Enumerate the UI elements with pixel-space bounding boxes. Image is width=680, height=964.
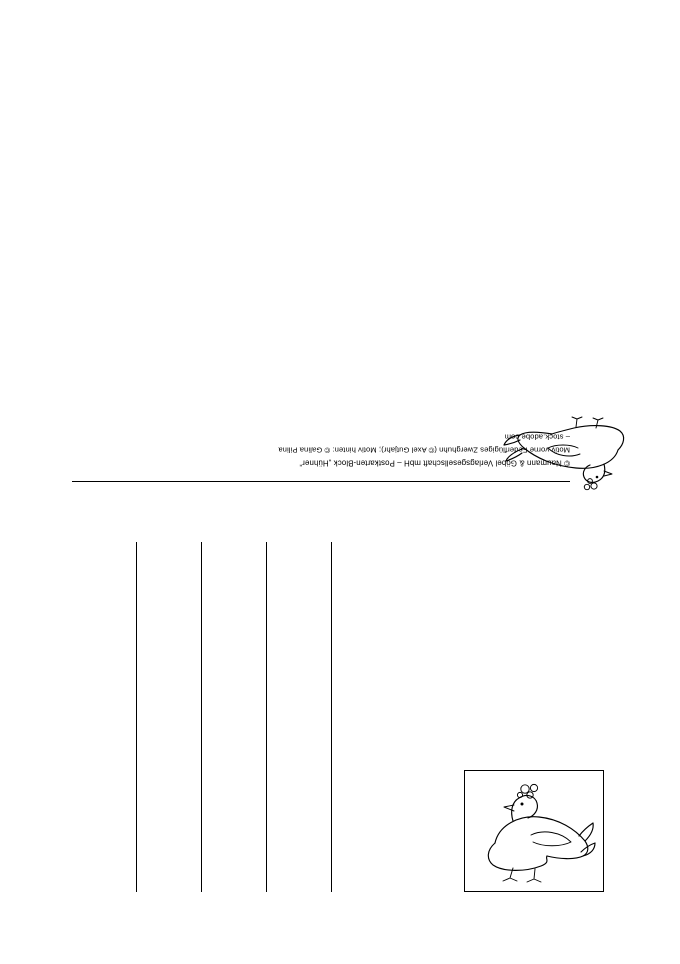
address-line-1 (136, 542, 137, 892)
chicken-icon (473, 777, 597, 887)
address-line-2 (201, 542, 202, 892)
credits-line-2: Motiv vorne Federflügiges Zwerghuhn (© Axel Gutjahr); Motiv hinten: © Galina Pilina (278, 445, 570, 455)
stamp-box (464, 770, 604, 892)
credits-line-3: – stock.adobe.com (504, 432, 570, 442)
address-line-3 (266, 542, 267, 892)
chicken-icon-small (502, 418, 648, 490)
address-line-4 (331, 542, 332, 892)
credits-line-1: © Naumann & Göbel Verlagsgesellschaft mbH – Postkarten-Block „Hühner“ (299, 458, 570, 468)
divider-rule (72, 481, 570, 482)
